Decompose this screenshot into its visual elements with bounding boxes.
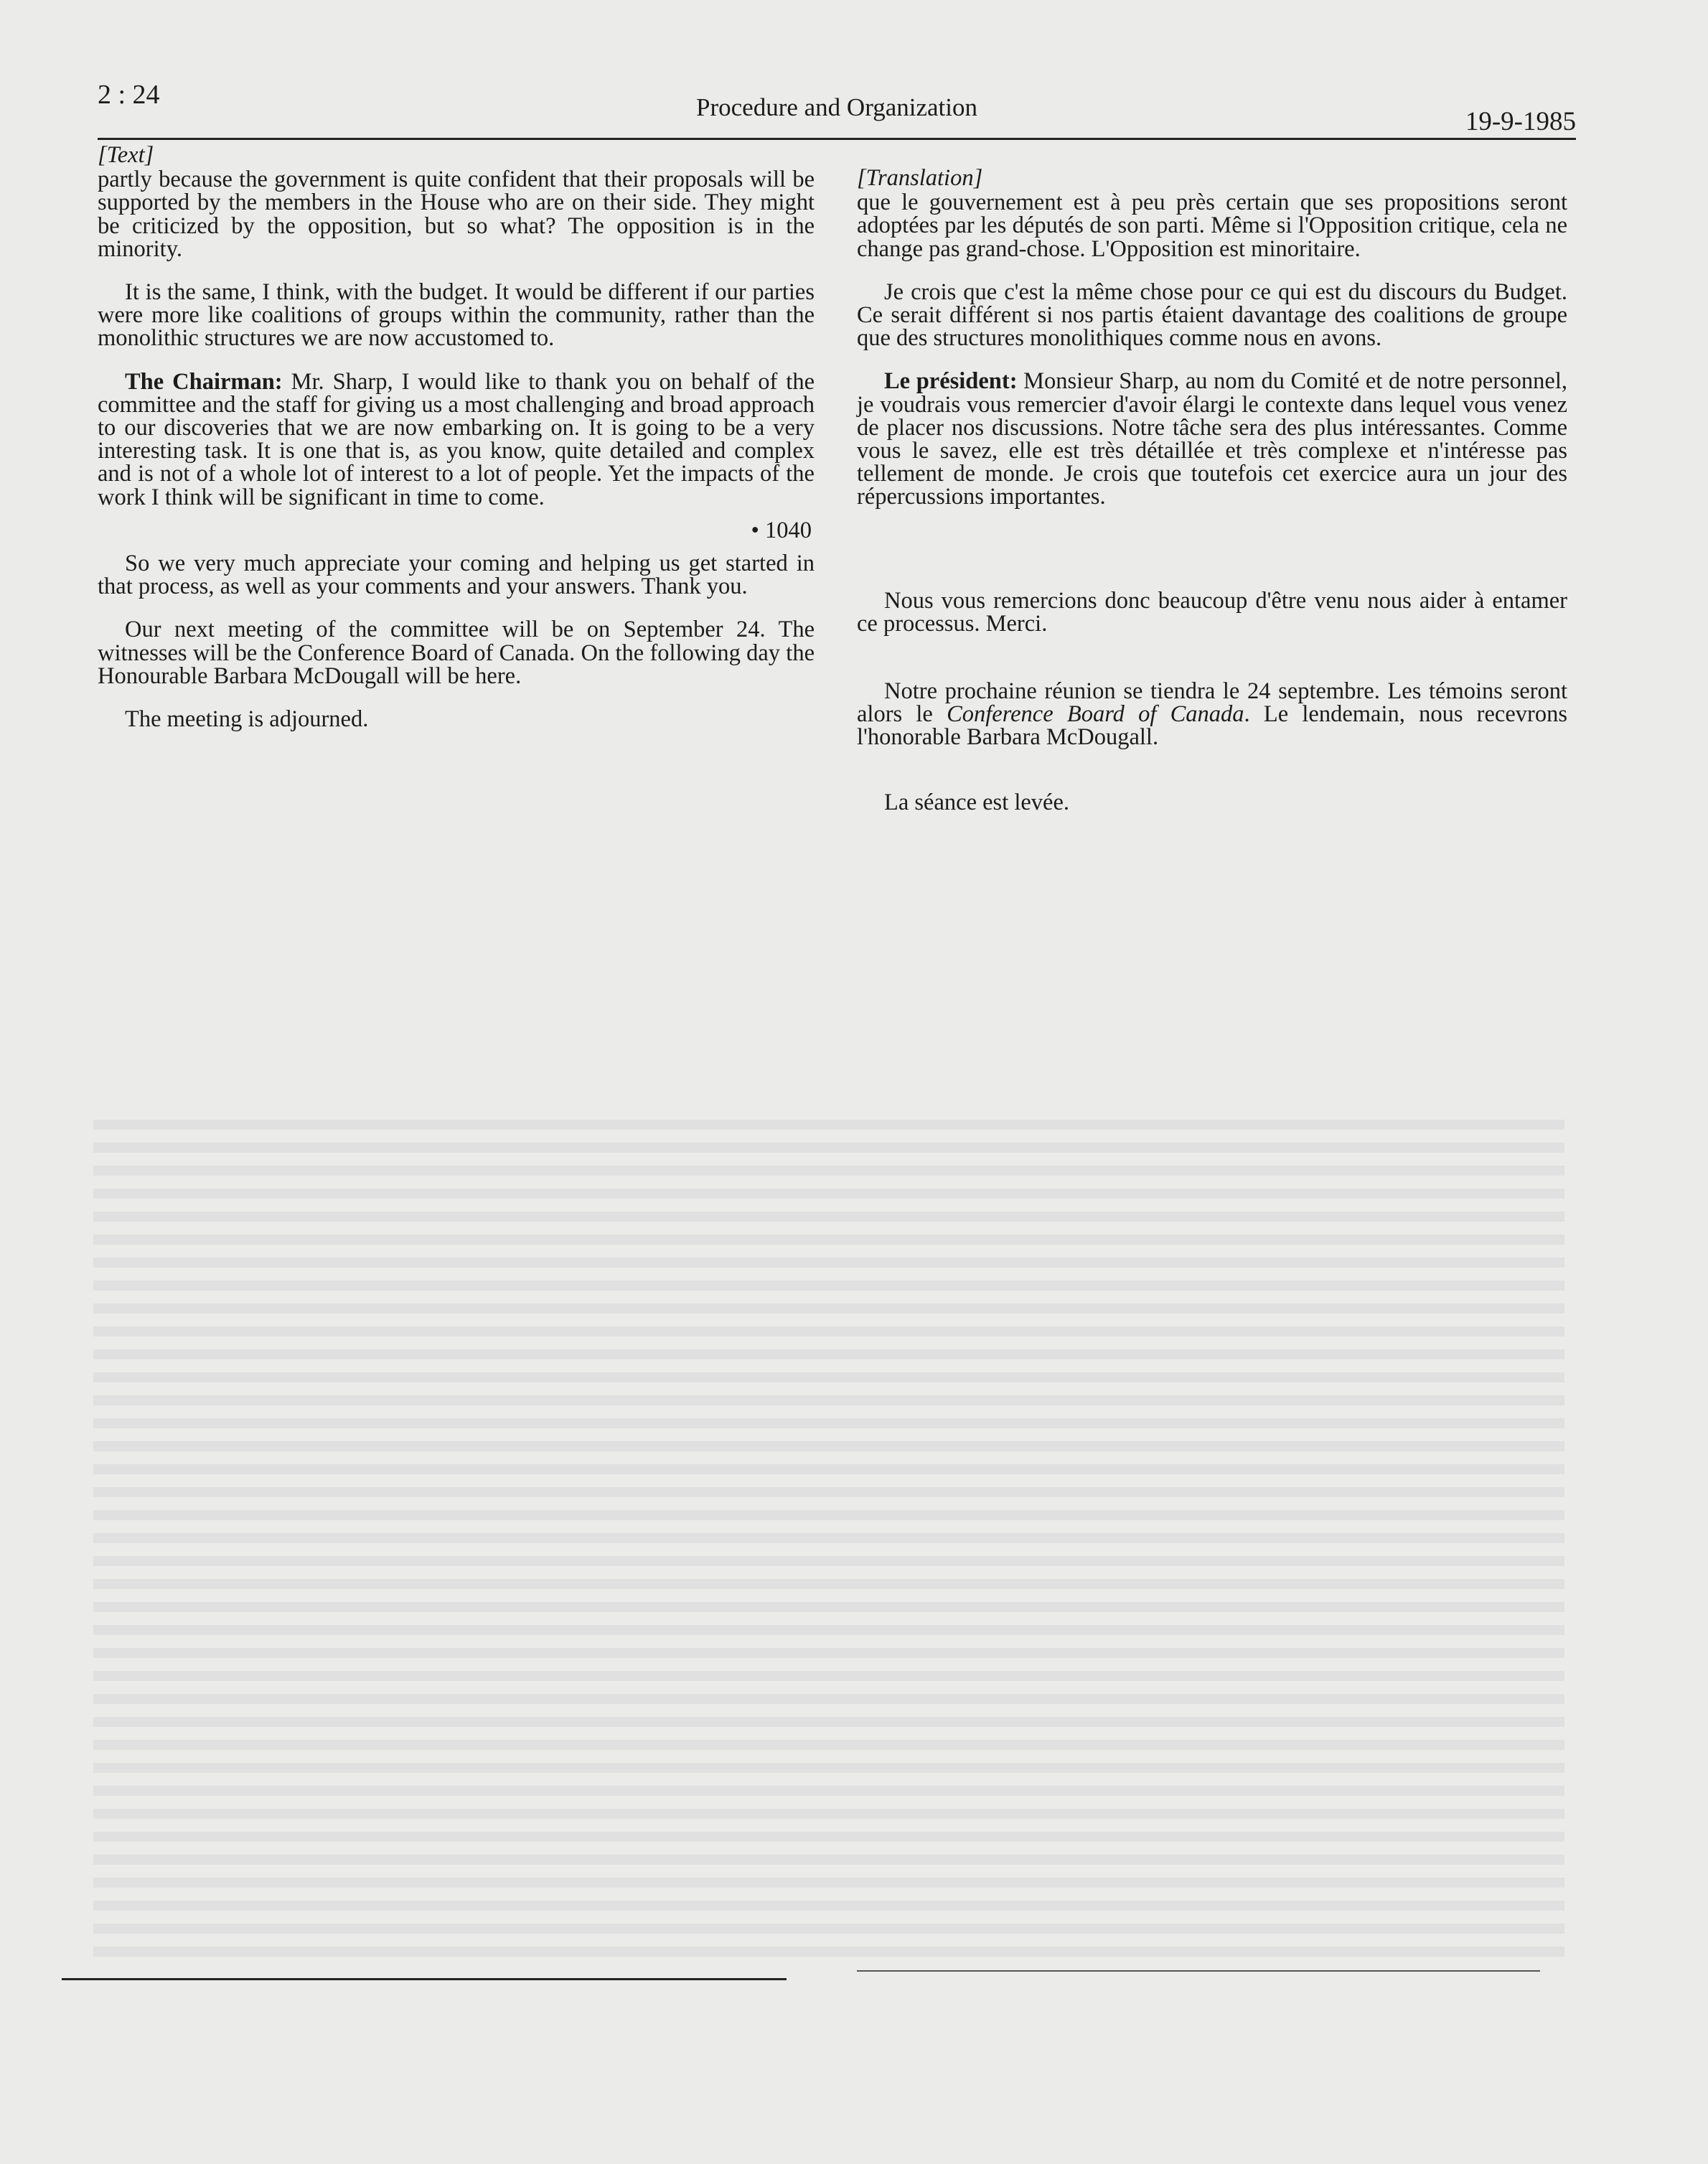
header-rule xyxy=(98,138,1576,140)
french-paragraph: Nous vous remercions donc beaucoup d'être venu nous aider à entamer ce processus. Merci. xyxy=(857,587,1567,637)
french-paragraph: Le président: Monsieur Sharp, au nom du Comité et de notre personnel, je voudrais vous remercier d'avoir élargi le contexte dans lequel vous venez de placer nos discussions. Notre tâche sera des plus intéressantes. Comme vous le savez, elle est très détaillée et très complexe et n'intéresse pas tellement de monde. Je crois que toutefois cet exercice aura un jour des répercussions importantes. xyxy=(857,368,1567,510)
english-paragraph: Our next meeting of the committee will be on September 24. The witnesses will be the Conference Board of Canada. On the following day the Honourable Barbara McDougall will be here. xyxy=(98,617,815,689)
english-paragraph: The Chairman: Mr. Sharp, I would like to thank you on behalf of the committee and the staff for giving us a most challenging and broad approach to our discoveries that we are now embarking on. It is going to be a very interesting task. It is one that is, as you know, quite detailed and complex and is not of a whole lot of interest to a lot of people. Yet the impacts of the work I think will be significant in time to come. xyxy=(98,368,815,510)
french-paragraph: Je crois que c'est la même chose pour ce qui est du discours du Budget. Ce serait différent si nos partis étaient davantage des coalitions de groupe que des structures monolithiques comme nous en avons. xyxy=(857,278,1567,352)
speaker-name: The Chairman: xyxy=(125,368,283,395)
speaker-name: Le président: xyxy=(884,368,1018,395)
page-date: 19-9-1985 xyxy=(1465,107,1576,136)
french-paragraph: La séance est levée. xyxy=(884,789,1070,815)
english-paragraph: The meeting is adjourned. xyxy=(125,706,369,733)
page-header xyxy=(98,72,1576,136)
french-paragraph: que le gouvernement est à peu près certain que ses propositions seront adoptées par les députés de son parti. Même si l'Opposition critique, cela ne change pas grand-chose. L'Opposition est minoritaire. xyxy=(857,189,1567,262)
english-paragraph: partly because the government is quite confident that their proposals will be supported by the members in the House who are on their side. They might be criticized by the opposition, but so what? The opposition is in the minority. xyxy=(98,167,815,262)
french-column xyxy=(857,167,1567,814)
bleed-through-text xyxy=(93,1120,1564,1967)
running-title: Procedure and Organization xyxy=(696,93,977,121)
english-paragraph: So we very much appreciate your coming and helping us get started in that process, as well as your comments and your answers. Thank you. xyxy=(98,551,815,600)
time-marker: • 1040 xyxy=(751,517,812,543)
page-number: 2 : 24 xyxy=(98,80,160,110)
english-paragraph: It is the same, I think, with the budget. It would be different if our parties were more like coalitions of groups within the community, rather than the monolithic structures we are now accustomed to. xyxy=(98,279,815,352)
french-label: [Translation] xyxy=(857,165,983,191)
english-label: [Text] xyxy=(98,142,154,168)
footer-rule xyxy=(62,1978,787,1980)
footer-rule xyxy=(857,1970,1540,1972)
french-paragraph: Notre prochaine réunion se tiendra le 24 septembre. Les témoins seront alors le Conference Board of Canada. Le lendemain, nous recevrons l'honorable Barbara McDougall. xyxy=(857,678,1567,751)
english-column xyxy=(98,144,815,731)
